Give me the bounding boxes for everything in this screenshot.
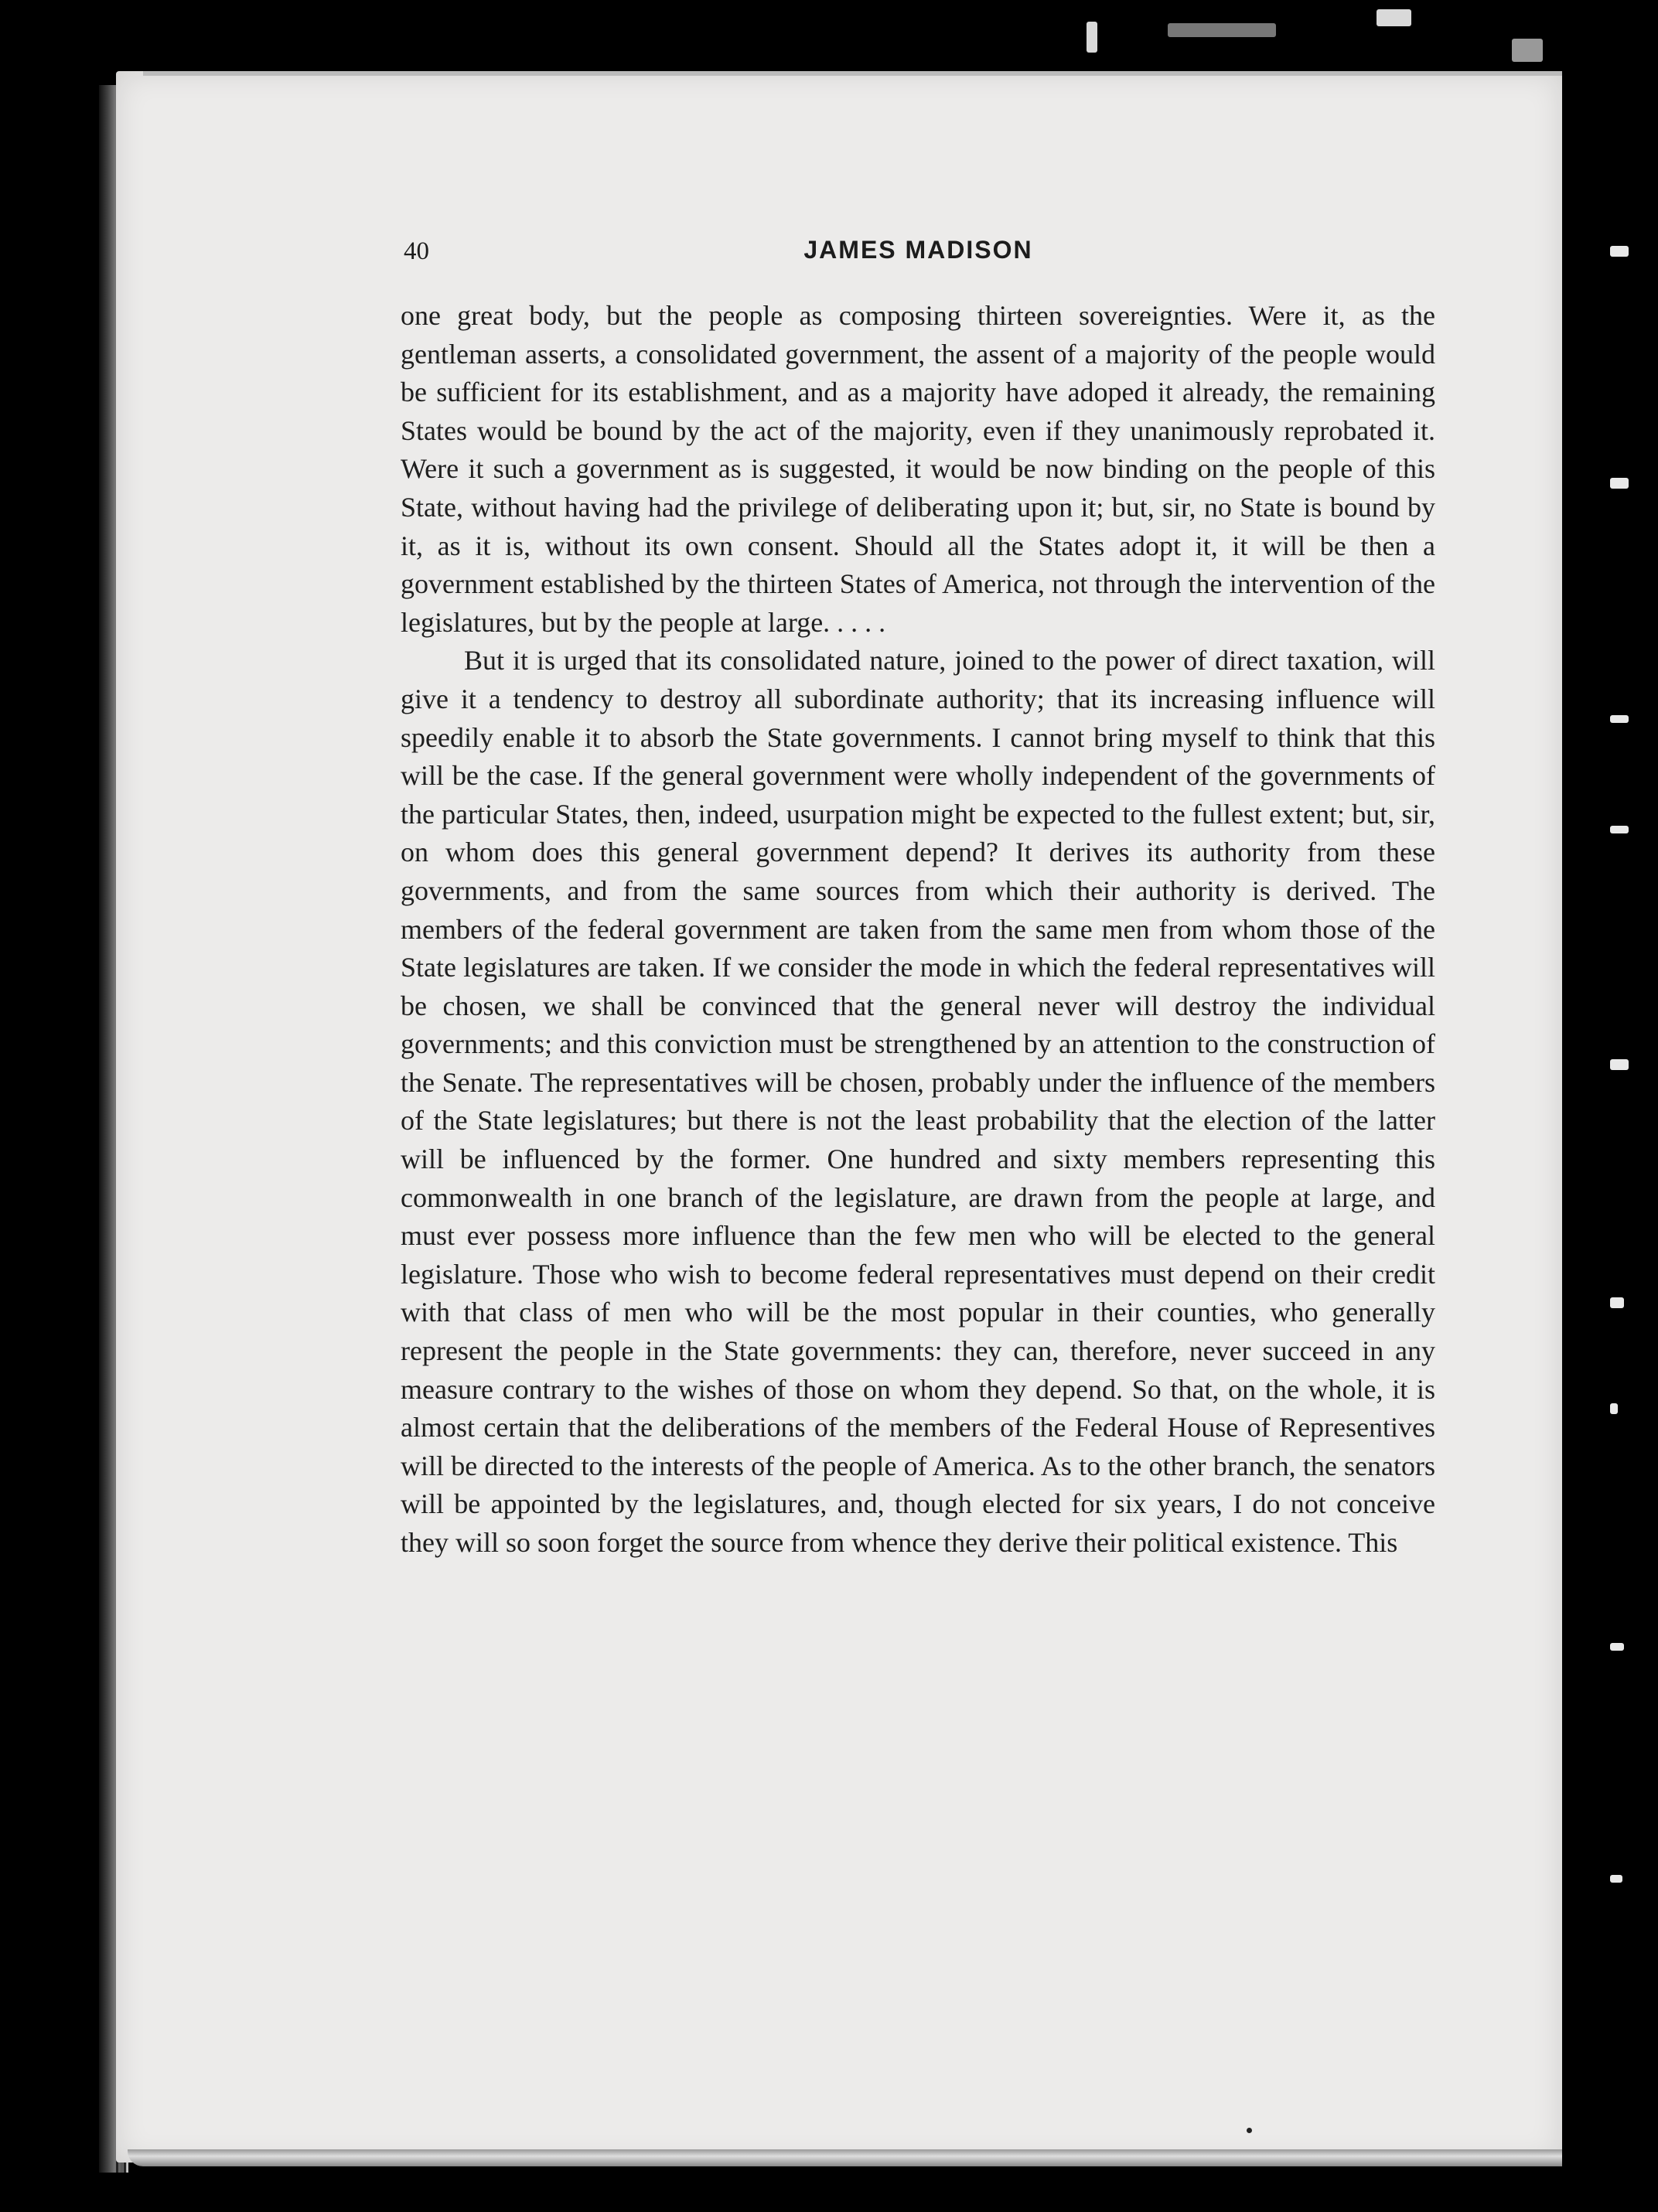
margin-mark — [1610, 478, 1629, 489]
margin-mark — [1610, 715, 1629, 723]
paragraph: But it is urged that its consolidated nature, joined to the power of direct taxation, will give it a tendency to destroy all subordinate authority; that its increasing influence will speedily enable it to absorb the State governments. I cannot bring myself to think that this will be the case. If the general government were wholly independent of the governments of the particular States, then, indeed, usurpation might be expected to the fullest extent; but, sir, on whom does this general government depend? It derives its authority from these governments, and from the same sources from which their authority is derived. The members of the federal government are taken from the same men from whom those of the State legislatures are taken. If we consider the mode in which the federal representatives will be chosen, we shall be convinced that the general never will destroy the individual governments; and this conviction must be strengthened by an attention to the construction of the Senate. The representatives will be chosen, probably under the influence of the members of the State legislatures; but there is not the least probability that the election of the latter will be influenced by the former. One hundred and sixty members representing this commonwealth in one branch of the legislature, are drawn from the people at large, and must ever possess more influence than the few men who will be elected to the general legislature. Those who wish to become federal representatives must depend on their credit with that class of men who will be the most popular in their counties, who generally represent the people in the State governments: they can, therefore, never succeed in any measure contrary to the wishes of those on whom they depend. So that, on the whole, it is almost certain that the deliberations of the members of the Federal House of Representives will be directed to the interests of the people of America. As to the other branch, the senators will be appointed by the legislatures, and, though elected for six years, I do not conceive they will so soon forget the source from whence they derive their political existence. This — [401, 645, 1435, 1558]
margin-mark — [1610, 246, 1629, 257]
ink-dot — [1247, 2128, 1252, 2133]
scan-artifact — [1377, 9, 1411, 26]
paragraph: one great body, but the people as composing thirteen sovereignties. Were it, as the gentleman asserts, a consolidated government, the assent of a majority of the people would be sufficient for its establishment, and as a majority have adoped it already, the remaining States would be bound by the act of the majority, even if they unanimously reprobated it. Were it such a government as is suggested, it would be now binding on the people of this State, without having had the privilege of deliberating upon it; but, sir, no State is bound by it, as it is, without its own consent. Should all the States adopt it, it will be then a government established by the thirteen States of America, not through the intervention of the legislatures, but by the people at large. . . . . — [401, 300, 1435, 638]
margin-mark — [1610, 1403, 1618, 1414]
running-title: JAMES MADISON — [803, 236, 1033, 264]
margin-mark — [1610, 826, 1629, 833]
margin-mark — [1610, 1297, 1624, 1308]
page-bottom-edge — [128, 2149, 1562, 2166]
scan-artifact — [1512, 39, 1543, 62]
scan-artifact — [1087, 22, 1097, 53]
page-top-edge — [143, 71, 1562, 76]
scan-artifact — [1168, 23, 1276, 37]
margin-mark — [1610, 1643, 1624, 1651]
body-text — [401, 297, 1435, 1563]
page-number: 40 — [404, 237, 429, 265]
margin-mark — [1610, 1875, 1622, 1883]
margin-mark — [1610, 1059, 1629, 1070]
page-header — [402, 236, 1435, 267]
